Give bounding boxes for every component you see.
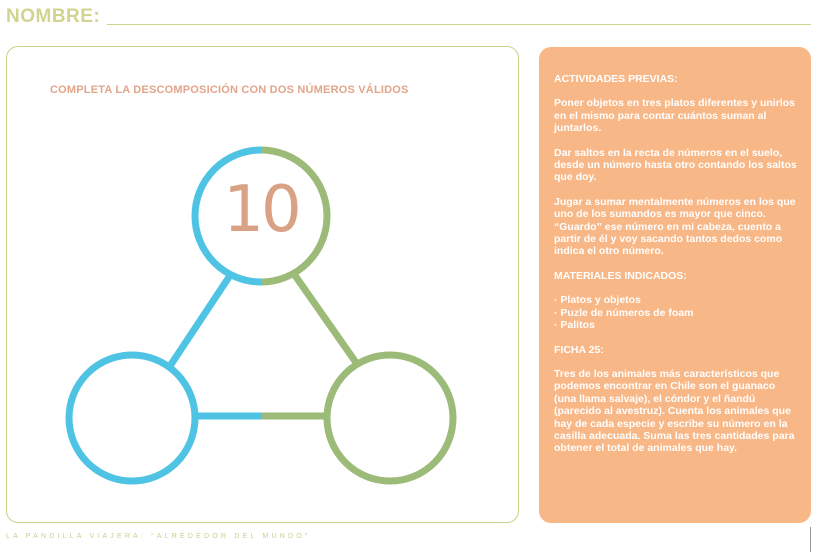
connector-top-left (170, 274, 231, 366)
previas-paragraph-3: Jugar a sumar mentalmente números en los que uno de los sumandos es mayor que cinco. “Guardo” ese número en mi cabeza, cuento a partir de él y voy sacando tantos dedos como indica el otro número. (554, 195, 796, 258)
materiales-item-2: · Puzle de números de foam (554, 306, 694, 319)
answer-circle-left[interactable] (69, 355, 195, 481)
name-label: NOMBRE: (6, 6, 101, 27)
ficha-heading: FICHA 25: (554, 343, 604, 356)
materiales-heading: MATERIALES INDICADOS: (554, 269, 687, 282)
info-panel (539, 47, 811, 523)
previas-heading: ACTIVIDADES PREVIAS: (554, 73, 678, 85)
crop-mark (810, 527, 811, 552)
previas-paragraph-1: Poner objetos en tres platos diferentes y unirlos en el mismo para contar cuántos suman al juntarlos. (554, 97, 795, 135)
ficha-paragraph: Tres de los animales más característicos que podemos encontrar en Chile son el guanaco (una llama salvaje), el cóndor y el ñandú (parecido al avestruz). Cuenta los animales que hay de cada especie y escribe su número en la casilla adecuada. Suma las tres cantidades para obtener el total de animales que hay. (554, 367, 795, 455)
footer-text: LA PANDILLA VIAJERA: “ALREDEDOR DEL MUNDO” (6, 533, 311, 540)
materiales-item-3: · Palitos (554, 319, 595, 332)
exercise-title: COMPLETA LA DESCOMPOSICIÓN CON DOS NÚMEROS VÁLIDOS (50, 84, 409, 96)
materiales-list (554, 294, 797, 331)
previas-paragraph-2: Dar saltos en la recta de números en el suelo, desde un número hasta otro contando los saltos que doy. (554, 146, 797, 184)
connector-top-right (294, 274, 357, 364)
answer-circle-right[interactable] (327, 355, 453, 481)
top-number: 10 (223, 173, 299, 247)
materiales-item-1: · Platos y objetos (554, 294, 641, 307)
